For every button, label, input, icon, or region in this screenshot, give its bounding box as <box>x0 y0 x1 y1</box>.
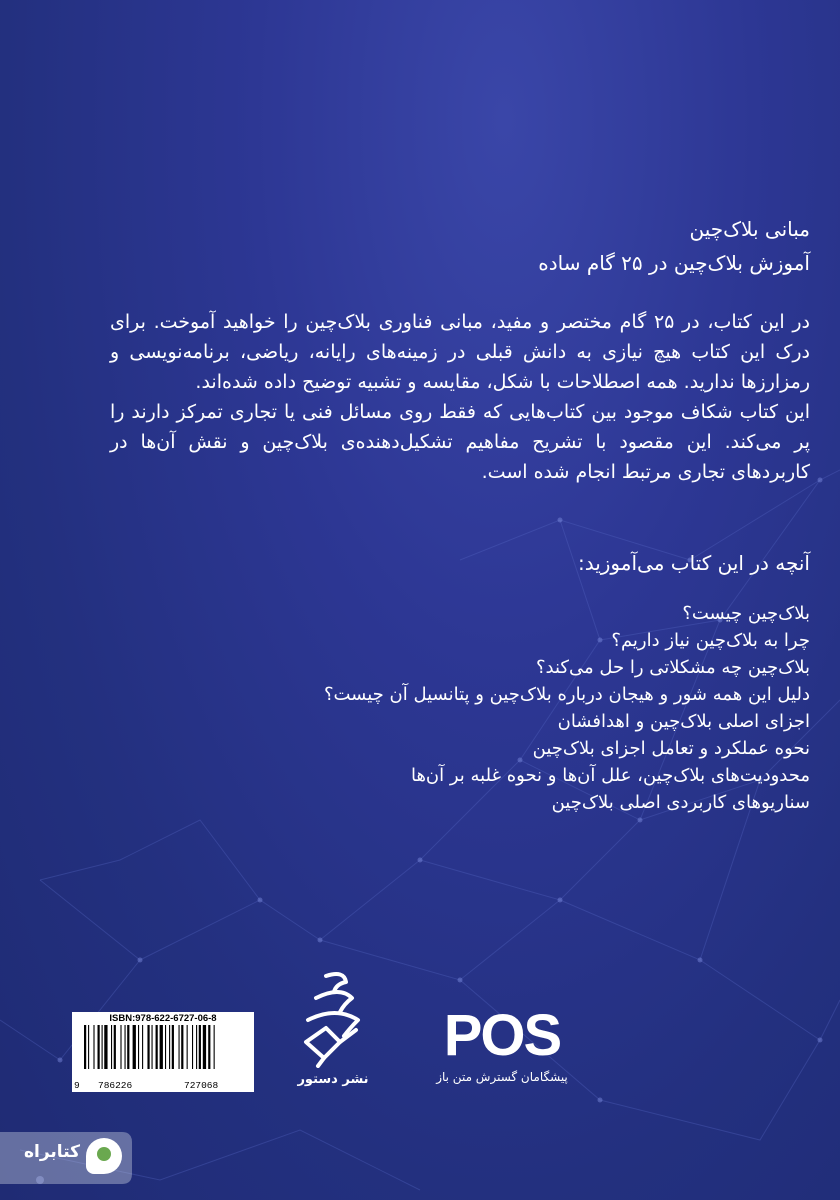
list-item: بلاک‌چین چه مشکلاتی را حل می‌کند؟ <box>536 657 810 678</box>
ketabrah-label: کتابراه <box>23 1142 81 1162</box>
intro-paragraph-1: در این کتاب، در ۲۵ گام مختصر و مفید، مبانی فناوری بلاک‌چین را خواهید آموخت. برای درک این کتاب هیچ نیازی به دانش قبلی در زمینه‌های رایانه، ریاضی، برنامه‌نویسی و رمزارزها ندارید. همه اصطلاحات با شکل، مقایسه و تشبیه توضیح داده شده‌اند. <box>110 311 810 393</box>
book-title: مبانی بلاک‌چین <box>689 217 810 241</box>
list-item: دلیل این همه شور و هیجان درباره بلاک‌چین و پتانسیل آن چیست؟ <box>323 684 810 705</box>
intro-paragraph-2: این کتاب شکاف موجود بین کتاب‌هایی که فقط روی مسائل فنی یا تجاری تمرکز دارند را پر می‌کند. این مقصود با تشریح مفاهیم تشکیل‌دهنده‌ی بلاک‌چین و نقش آن‌ها در کاربردهای تجاری مرتبط انجام شده است. <box>110 401 810 483</box>
barcode-bars-icon <box>76 1025 250 1077</box>
pos-logo: POS <box>443 1003 561 1068</box>
learn-list <box>110 600 810 816</box>
barcode-digits-right: 727068 <box>184 1080 219 1091</box>
pencil-hands-logo-icon <box>296 968 370 1068</box>
pos-tagline: پیشگامان گسترش متن باز <box>436 1070 568 1084</box>
list-item: محدودیت‌های بلاک‌چین، علل آن‌ها و نحوه غلبه بر آن‌ها <box>410 765 810 786</box>
publisher-name: نشر دستور <box>297 1072 369 1087</box>
isbn-label: ISBN:978-622-6727-06-8 <box>109 1013 217 1024</box>
barcode-digit-first: 9 <box>74 1080 80 1091</box>
barcode-digits-left: 786226 <box>98 1080 133 1091</box>
list-item: چرا به بلاک‌چین نیاز داریم؟ <box>611 630 810 651</box>
intro-text <box>110 307 810 487</box>
learn-heading: آنچه در این کتاب می‌آموزید: <box>577 551 810 575</box>
ketabrah-leaf-icon <box>86 1138 122 1174</box>
list-item: سناریوهای کاربردی اصلی بلاک‌چین <box>551 792 810 813</box>
list-item: اجزای اصلی بلاک‌چین و اهدافشان <box>557 711 810 732</box>
ketabrah-badge[interactable] <box>0 1128 134 1188</box>
list-item: بلاک‌چین چیست؟ <box>682 603 810 624</box>
isbn-barcode <box>72 1012 254 1092</box>
book-subtitle: آموزش بلاک‌چین در ۲۵ گام ساده <box>538 251 810 275</box>
book-titles <box>110 212 810 280</box>
list-item: نحوه عملکرد و تعامل اجزای بلاک‌چین <box>532 738 810 759</box>
